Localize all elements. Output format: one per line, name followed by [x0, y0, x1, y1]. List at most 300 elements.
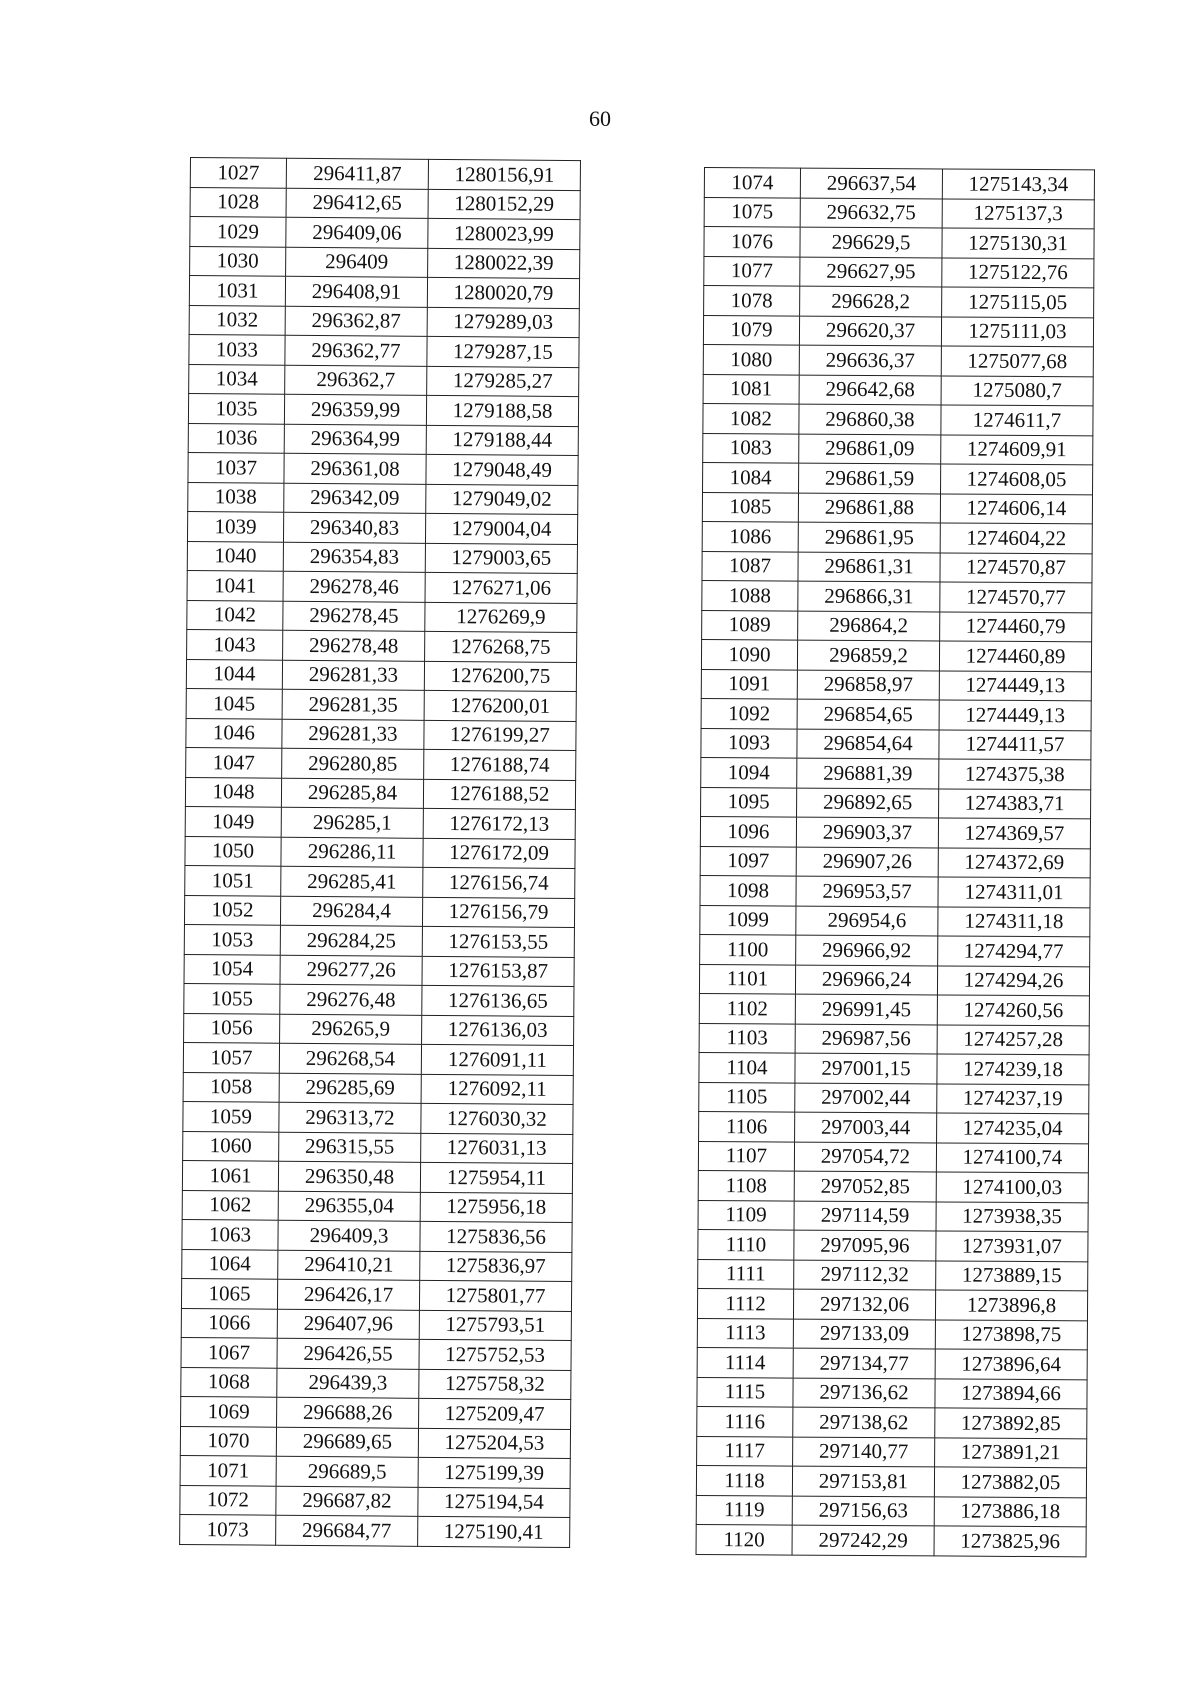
table-row [185, 836, 575, 869]
table-row [181, 1278, 571, 1311]
table-row [187, 511, 577, 544]
x-coordinate-cell: 297054,72 [794, 1142, 936, 1172]
y-coordinate-cell: 1276031,13 [421, 1133, 573, 1164]
y-coordinate-cell: 1276271,06 [425, 572, 577, 603]
x-coordinate-cell: 297112,32 [794, 1260, 936, 1290]
point-number-cell: 1105 [699, 1082, 795, 1112]
y-coordinate-cell: 1274372,69 [938, 847, 1090, 877]
x-coordinate-cell: 296350,48 [278, 1161, 420, 1192]
y-coordinate-cell: 1273938,35 [936, 1201, 1088, 1231]
x-coordinate-cell: 296285,84 [281, 778, 423, 809]
y-coordinate-cell: 1275752,53 [419, 1339, 571, 1370]
table-row [181, 1396, 571, 1429]
x-coordinate-cell: 296953,57 [796, 876, 938, 906]
x-coordinate-cell: 296278,48 [283, 630, 425, 661]
table-row [182, 1190, 572, 1223]
point-number-cell: 1112 [697, 1288, 793, 1318]
x-coordinate-cell: 296278,46 [283, 571, 425, 602]
point-number-cell: 1081 [703, 374, 799, 404]
point-number-cell: 1042 [187, 600, 283, 630]
point-number-cell: 1053 [184, 924, 280, 954]
y-coordinate-cell: 1275204,53 [418, 1428, 570, 1459]
y-coordinate-cell: 1279049,02 [426, 484, 578, 515]
point-number-cell: 1061 [182, 1160, 278, 1190]
x-coordinate-cell: 296407,96 [277, 1309, 419, 1340]
y-coordinate-cell: 1274606,14 [940, 493, 1092, 523]
table-row [184, 924, 574, 957]
table-row [700, 816, 1090, 848]
y-coordinate-cell: 1275111,03 [941, 316, 1093, 346]
table-row [700, 934, 1090, 966]
x-coordinate-cell: 296362,7 [285, 365, 427, 396]
coordinates-table-right-body [696, 168, 1094, 1557]
y-coordinate-cell: 1276153,87 [422, 956, 574, 987]
x-coordinate-cell: 296881,39 [797, 758, 939, 788]
y-coordinate-cell: 1274570,77 [940, 582, 1092, 612]
y-coordinate-cell: 1276091,11 [421, 1044, 573, 1075]
point-number-cell: 1116 [697, 1406, 793, 1436]
point-number-cell: 1085 [702, 492, 798, 522]
point-number-cell: 1089 [702, 610, 798, 640]
y-coordinate-cell: 1275801,77 [419, 1280, 571, 1311]
point-number-cell: 1099 [700, 905, 796, 935]
x-coordinate-cell: 296284,25 [280, 925, 422, 956]
table-row [187, 570, 577, 603]
x-coordinate-cell: 296689,5 [276, 1456, 418, 1487]
point-number-cell: 1051 [185, 865, 281, 895]
table-row [188, 452, 578, 485]
table-row [696, 1465, 1086, 1497]
x-coordinate-cell: 296409,06 [286, 217, 428, 248]
y-coordinate-cell: 1276188,52 [423, 779, 575, 810]
y-coordinate-cell: 1279003,65 [425, 543, 577, 574]
point-number-cell: 1072 [180, 1485, 276, 1515]
table-row [189, 364, 579, 397]
table-row [183, 1101, 573, 1134]
point-number-cell: 1093 [701, 728, 797, 758]
y-coordinate-cell: 1280023,99 [428, 218, 580, 249]
y-coordinate-cell: 1275836,56 [420, 1221, 572, 1252]
point-number-cell: 1070 [180, 1426, 276, 1456]
y-coordinate-cell: 1274375,38 [939, 759, 1091, 789]
x-coordinate-cell: 296966,24 [795, 965, 937, 995]
table-row [701, 757, 1091, 789]
y-coordinate-cell: 1280022,39 [428, 248, 580, 279]
x-coordinate-cell: 296362,77 [285, 335, 427, 366]
x-coordinate-cell: 297003,44 [795, 1112, 937, 1142]
y-coordinate-cell: 1274239,18 [937, 1054, 1089, 1084]
x-coordinate-cell: 296412,65 [286, 188, 428, 219]
point-number-cell: 1079 [703, 315, 799, 345]
table-row [704, 256, 1094, 288]
y-coordinate-cell: 1276092,11 [421, 1074, 573, 1105]
table-row [701, 669, 1091, 701]
x-coordinate-cell: 296860,38 [799, 404, 941, 434]
y-coordinate-cell: 1279289,03 [427, 307, 579, 338]
x-coordinate-cell: 296684,77 [276, 1515, 418, 1546]
table-row [186, 659, 576, 692]
y-coordinate-cell: 1280156,91 [428, 159, 580, 190]
table-row [181, 1367, 571, 1400]
x-coordinate-cell: 296991,45 [795, 994, 937, 1024]
table-row [699, 993, 1089, 1025]
point-number-cell: 1041 [187, 570, 283, 600]
y-coordinate-cell: 1274460,89 [939, 641, 1091, 671]
y-coordinate-cell: 1280020,79 [427, 277, 579, 308]
x-coordinate-cell: 296285,69 [279, 1073, 421, 1104]
point-number-cell: 1101 [699, 964, 795, 994]
table-row [698, 1229, 1088, 1261]
x-coordinate-cell: 296409,3 [278, 1220, 420, 1251]
y-coordinate-cell: 1279188,58 [426, 395, 578, 426]
point-number-cell: 1055 [184, 983, 280, 1013]
table-row [180, 1514, 570, 1547]
point-number-cell: 1113 [697, 1318, 793, 1348]
point-number-cell: 1077 [704, 256, 800, 286]
y-coordinate-cell: 1276200,75 [424, 661, 576, 692]
table-row [182, 1160, 572, 1193]
point-number-cell: 1028 [190, 187, 286, 217]
x-coordinate-cell: 296861,95 [798, 522, 940, 552]
x-coordinate-cell: 296954,6 [796, 906, 938, 936]
point-number-cell: 1090 [701, 639, 797, 669]
y-coordinate-cell: 1275194,54 [418, 1487, 570, 1518]
point-number-cell: 1035 [188, 393, 284, 423]
x-coordinate-cell: 296627,95 [800, 257, 942, 287]
coordinates-table-left-body [180, 158, 581, 1548]
point-number-cell: 1073 [180, 1514, 276, 1544]
y-coordinate-cell: 1273896,64 [935, 1349, 1087, 1379]
table-row [703, 462, 1093, 494]
point-number-cell: 1064 [182, 1249, 278, 1279]
point-number-cell: 1103 [699, 1023, 795, 1053]
y-coordinate-cell: 1275209,47 [419, 1398, 571, 1429]
x-coordinate-cell: 296861,59 [799, 463, 941, 493]
point-number-cell: 1088 [702, 580, 798, 610]
table-row [183, 1131, 573, 1164]
y-coordinate-cell: 1275954,11 [420, 1162, 572, 1193]
y-coordinate-cell: 1280152,29 [428, 189, 580, 220]
table-row [701, 787, 1091, 819]
point-number-cell: 1115 [697, 1377, 793, 1407]
x-coordinate-cell: 296340,83 [283, 512, 425, 543]
x-coordinate-cell: 296636,37 [799, 345, 941, 375]
table-row [697, 1318, 1087, 1350]
point-number-cell: 1058 [183, 1072, 279, 1102]
point-number-cell: 1109 [698, 1200, 794, 1230]
point-number-cell: 1096 [700, 816, 796, 846]
point-number-cell: 1039 [187, 511, 283, 541]
point-number-cell: 1067 [181, 1337, 277, 1367]
point-number-cell: 1104 [699, 1052, 795, 1082]
table-row [185, 777, 575, 810]
y-coordinate-cell: 1274383,71 [939, 788, 1091, 818]
table-row [698, 1170, 1088, 1202]
point-number-cell: 1102 [699, 993, 795, 1023]
table-row [188, 423, 578, 456]
point-number-cell: 1076 [704, 227, 800, 257]
y-coordinate-cell: 1276136,65 [422, 985, 574, 1016]
coordinates-table-left [179, 157, 581, 1548]
table-row [697, 1406, 1087, 1438]
table-row [699, 1111, 1089, 1143]
point-number-cell: 1078 [704, 286, 800, 316]
x-coordinate-cell: 296861,88 [798, 493, 940, 523]
x-coordinate-cell: 297134,77 [793, 1348, 935, 1378]
table-row [188, 482, 578, 515]
point-number-cell: 1057 [183, 1042, 279, 1072]
x-coordinate-cell: 296966,92 [796, 935, 938, 965]
table-row [180, 1426, 570, 1459]
x-coordinate-cell: 296854,64 [797, 729, 939, 759]
point-number-cell: 1114 [697, 1347, 793, 1377]
x-coordinate-cell: 296265,9 [280, 1014, 422, 1045]
point-number-cell: 1082 [703, 403, 799, 433]
point-number-cell: 1119 [696, 1495, 792, 1525]
x-coordinate-cell: 297095,96 [794, 1230, 936, 1260]
point-number-cell: 1118 [696, 1465, 792, 1495]
point-number-cell: 1044 [186, 659, 282, 689]
x-coordinate-cell: 297001,15 [795, 1053, 937, 1083]
point-number-cell: 1045 [186, 688, 282, 718]
x-coordinate-cell: 296364,99 [284, 424, 426, 455]
point-number-cell: 1117 [697, 1436, 793, 1466]
table-row [697, 1288, 1087, 1320]
x-coordinate-cell: 296861,31 [798, 552, 940, 582]
x-coordinate-cell: 297242,29 [792, 1525, 934, 1555]
point-number-cell: 1056 [184, 1013, 280, 1043]
table-row [190, 217, 580, 250]
x-coordinate-cell: 296688,26 [277, 1397, 419, 1428]
x-coordinate-cell: 296620,37 [799, 316, 941, 346]
y-coordinate-cell: 1275199,39 [418, 1457, 570, 1488]
point-number-cell: 1094 [701, 757, 797, 787]
table-row [182, 1249, 572, 1282]
x-coordinate-cell: 297136,62 [793, 1378, 935, 1408]
x-coordinate-cell: 296342,09 [284, 483, 426, 514]
x-coordinate-cell: 296276,48 [280, 984, 422, 1015]
x-coordinate-cell: 296854,65 [797, 699, 939, 729]
point-number-cell: 1037 [188, 452, 284, 482]
x-coordinate-cell: 296859,2 [797, 640, 939, 670]
table-row [186, 688, 576, 721]
x-coordinate-cell: 297002,44 [795, 1083, 937, 1113]
x-coordinate-cell: 296313,72 [279, 1102, 421, 1133]
y-coordinate-cell: 1279285,27 [427, 366, 579, 397]
y-coordinate-cell: 1274604,22 [940, 523, 1092, 553]
y-coordinate-cell: 1279004,04 [425, 513, 577, 544]
point-number-cell: 1036 [188, 423, 284, 453]
x-coordinate-cell: 297133,09 [793, 1319, 935, 1349]
point-number-cell: 1091 [701, 669, 797, 699]
point-number-cell: 1059 [183, 1101, 279, 1131]
point-number-cell: 1080 [703, 344, 799, 374]
table-row [701, 698, 1091, 730]
y-coordinate-cell: 1274237,19 [937, 1083, 1089, 1113]
x-coordinate-cell: 296281,33 [282, 719, 424, 750]
point-number-cell: 1097 [700, 846, 796, 876]
x-coordinate-cell: 296410,21 [278, 1250, 420, 1281]
y-coordinate-cell: 1276269,9 [425, 602, 577, 633]
x-coordinate-cell: 296687,82 [276, 1486, 418, 1517]
point-number-cell: 1087 [702, 551, 798, 581]
x-coordinate-cell: 297156,63 [792, 1496, 934, 1526]
x-coordinate-cell: 296426,17 [277, 1279, 419, 1310]
y-coordinate-cell: 1274311,01 [938, 877, 1090, 907]
point-number-cell: 1098 [700, 875, 796, 905]
y-coordinate-cell: 1275137,3 [942, 198, 1094, 228]
point-number-cell: 1050 [185, 836, 281, 866]
x-coordinate-cell: 296907,26 [796, 847, 938, 877]
point-number-cell: 1120 [696, 1524, 792, 1554]
point-number-cell: 1049 [185, 806, 281, 836]
point-number-cell: 1065 [181, 1278, 277, 1308]
y-coordinate-cell: 1275836,97 [420, 1251, 572, 1282]
point-number-cell: 1092 [701, 698, 797, 728]
point-number-cell: 1084 [703, 462, 799, 492]
point-number-cell: 1034 [189, 364, 285, 394]
y-coordinate-cell: 1279048,49 [426, 454, 578, 485]
y-coordinate-cell: 1274100,03 [936, 1172, 1088, 1202]
y-coordinate-cell: 1274100,74 [936, 1142, 1088, 1172]
table-row [704, 227, 1094, 259]
x-coordinate-cell: 296892,65 [797, 788, 939, 818]
y-coordinate-cell: 1275130,31 [942, 228, 1094, 258]
table-row [181, 1308, 571, 1341]
y-coordinate-cell: 1274260,56 [937, 995, 1089, 1025]
x-coordinate-cell: 296280,85 [282, 748, 424, 779]
y-coordinate-cell: 1273889,15 [936, 1260, 1088, 1290]
x-coordinate-cell: 296278,45 [283, 601, 425, 632]
table-row [696, 1495, 1086, 1527]
point-number-cell: 1048 [185, 777, 281, 807]
table-row [702, 551, 1092, 583]
table-row [184, 983, 574, 1016]
y-coordinate-cell: 1276199,27 [424, 720, 576, 751]
point-number-cell: 1071 [180, 1455, 276, 1485]
x-coordinate-cell: 297114,59 [794, 1201, 936, 1231]
table-row [699, 1023, 1089, 1055]
point-number-cell: 1027 [190, 158, 286, 188]
table-row [703, 433, 1093, 465]
y-coordinate-cell: 1274294,77 [938, 936, 1090, 966]
point-number-cell: 1075 [704, 197, 800, 227]
table-row [185, 806, 575, 839]
table-row [702, 521, 1092, 553]
y-coordinate-cell: 1273931,07 [936, 1231, 1088, 1261]
y-coordinate-cell: 1275080,7 [941, 375, 1093, 405]
table-row [187, 600, 577, 633]
point-number-cell: 1095 [701, 787, 797, 817]
table-row [190, 158, 580, 191]
point-number-cell: 1110 [698, 1229, 794, 1259]
y-coordinate-cell: 1279188,44 [426, 425, 578, 456]
x-coordinate-cell: 296628,2 [800, 286, 942, 316]
table-row [704, 197, 1094, 229]
y-coordinate-cell: 1274608,05 [941, 464, 1093, 494]
y-coordinate-cell: 1276136,03 [422, 1015, 574, 1046]
point-number-cell: 1038 [188, 482, 284, 512]
x-coordinate-cell: 296359,99 [284, 394, 426, 425]
point-number-cell: 1060 [183, 1131, 279, 1161]
table-row [704, 286, 1094, 318]
table-row [704, 168, 1094, 200]
point-number-cell: 1054 [184, 954, 280, 984]
table-row [190, 187, 580, 220]
x-coordinate-cell: 296277,26 [280, 955, 422, 986]
y-coordinate-cell: 1274611,7 [941, 405, 1093, 435]
x-coordinate-cell: 296903,37 [796, 817, 938, 847]
table-row [700, 846, 1090, 878]
table-row [699, 964, 1089, 996]
x-coordinate-cell: 296285,1 [281, 807, 423, 838]
y-coordinate-cell: 1275793,51 [419, 1310, 571, 1341]
y-coordinate-cell: 1275190,41 [418, 1516, 570, 1547]
point-number-cell: 1086 [702, 521, 798, 551]
y-coordinate-cell: 1273825,96 [934, 1526, 1086, 1556]
x-coordinate-cell: 297153,81 [792, 1466, 934, 1496]
x-coordinate-cell: 296361,08 [284, 453, 426, 484]
table-row [186, 718, 576, 751]
y-coordinate-cell: 1276188,74 [424, 749, 576, 780]
point-number-cell: 1069 [181, 1396, 277, 1426]
table-row [183, 1042, 573, 1075]
table-row [701, 728, 1091, 760]
x-coordinate-cell: 297132,06 [793, 1289, 935, 1319]
x-coordinate-cell: 296632,75 [800, 198, 942, 228]
x-coordinate-cell: 296281,35 [282, 689, 424, 720]
table-row [700, 905, 1090, 937]
point-number-cell: 1047 [186, 747, 282, 777]
y-coordinate-cell: 1273886,18 [934, 1496, 1086, 1526]
point-number-cell: 1031 [189, 276, 285, 306]
point-number-cell: 1074 [704, 168, 800, 198]
table-row [186, 747, 576, 780]
y-coordinate-cell: 1274570,87 [940, 552, 1092, 582]
x-coordinate-cell: 296408,91 [285, 276, 427, 307]
x-coordinate-cell: 296268,54 [279, 1043, 421, 1074]
x-coordinate-cell: 297138,62 [793, 1407, 935, 1437]
x-coordinate-cell: 296637,54 [800, 168, 942, 198]
table-row [699, 1052, 1089, 1084]
point-number-cell: 1040 [187, 541, 283, 571]
table-row [180, 1485, 570, 1518]
point-number-cell: 1032 [189, 305, 285, 335]
y-coordinate-cell: 1276268,75 [425, 631, 577, 662]
x-coordinate-cell: 296689,65 [276, 1427, 418, 1458]
table-row [181, 1337, 571, 1370]
x-coordinate-cell: 296315,55 [279, 1132, 421, 1163]
y-coordinate-cell: 1273896,8 [935, 1290, 1087, 1320]
table-row [180, 1455, 570, 1488]
table-row [702, 492, 1092, 524]
y-coordinate-cell: 1273882,05 [934, 1467, 1086, 1497]
point-number-cell: 1043 [187, 629, 283, 659]
table-row [698, 1200, 1088, 1232]
y-coordinate-cell: 1274609,91 [941, 434, 1093, 464]
x-coordinate-cell: 296987,56 [795, 1024, 937, 1054]
y-coordinate-cell: 1275758,32 [419, 1369, 571, 1400]
x-coordinate-cell: 296411,87 [286, 158, 428, 189]
table-row [184, 895, 574, 928]
x-coordinate-cell: 296426,55 [277, 1338, 419, 1369]
table-row [703, 315, 1093, 347]
y-coordinate-cell: 1274369,57 [938, 818, 1090, 848]
table-row [190, 246, 580, 279]
table-row [184, 954, 574, 987]
table-row [697, 1377, 1087, 1409]
y-coordinate-cell: 1276030,32 [421, 1103, 573, 1134]
